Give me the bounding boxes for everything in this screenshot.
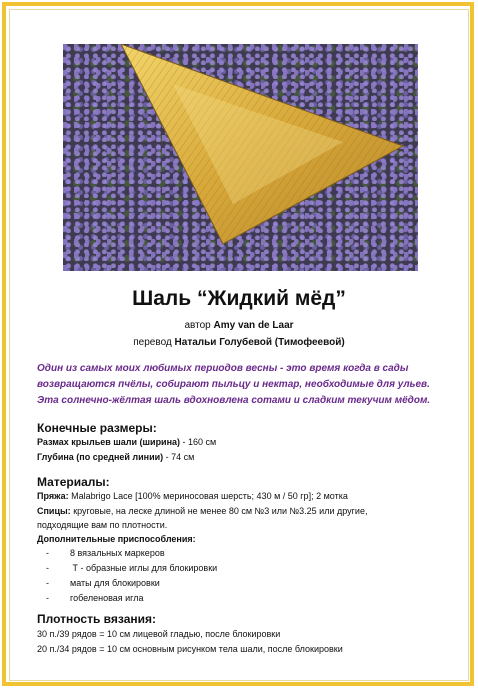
needles-label: Спицы:: [37, 506, 71, 516]
author-name: Amy van de Laar: [213, 320, 294, 331]
list-item: [46, 548, 165, 558]
list-item: [46, 563, 217, 573]
gauge-line: 30 п./39 рядов = 10 см лицевой гладью, после блокировки: [37, 629, 281, 639]
author-line: [0, 320, 478, 331]
list-dash: -: [46, 593, 49, 603]
list-dash: -: [46, 563, 49, 573]
size-label: Глубина (по средней линии): [37, 452, 164, 462]
list-dash: -: [46, 548, 49, 558]
yarn-line: [37, 491, 348, 501]
yarn-label: Пряжа:: [37, 491, 69, 501]
intro-paragraph: [37, 361, 447, 409]
yarn-value: Malabrigo Lace [100% мериносовая шерсть; 430 м / 50 гр]; 2 мотка: [68, 491, 348, 501]
intro-line: Эта солнечно-жёлтая шаль вдохновлена сотами и сладким текучим мёдом.: [37, 395, 431, 406]
gauge-line: 20 п./34 рядов = 10 см основным рисунком тела шали, после блокировки: [37, 644, 343, 654]
list-text: гобеленовая игла: [70, 593, 144, 603]
intro-line: Один из самых моих любимых периодов весны - это время когда в сады: [37, 363, 409, 374]
needles-line: [37, 506, 367, 516]
size-width-line: [37, 437, 216, 447]
sizes-heading: Конечные размеры:: [37, 421, 157, 435]
size-value: - 74 см: [163, 452, 195, 462]
list-dash: -: [46, 578, 49, 588]
intro-line: возвращаются пчёлы, собирают пыльцу и нектар, необходимые для ульев.: [37, 379, 430, 390]
list-text: 8 вязальных маркеров: [70, 548, 165, 558]
needles-value: круговые, на леске длиной не менее 80 см №3 или №3.25 или другие,: [70, 506, 368, 516]
list-item: [46, 578, 160, 588]
author-prefix: автор: [184, 320, 214, 331]
list-text: Т - образные иглы для блокировки: [70, 563, 218, 573]
gauge-heading: Плотность вязания:: [37, 612, 157, 626]
size-label: Размах крыльев шали (ширина): [37, 437, 181, 447]
shawl-photo: [63, 44, 418, 271]
translator-prefix: перевод: [133, 337, 175, 348]
translator-name: Натальи Голубевой (Тимофеевой): [174, 337, 345, 348]
needles-line-2: подходящие вам по плотности.: [37, 520, 168, 530]
list-text: маты для блокировки: [70, 578, 160, 588]
page-title: Шаль “Жидкий мёд”: [132, 287, 346, 310]
extras-heading: Дополнительные приспособления:: [37, 534, 196, 544]
translator-line: [0, 337, 478, 348]
size-depth-line: [37, 452, 194, 462]
size-value: - 160 см: [180, 437, 217, 447]
list-item: [46, 593, 144, 603]
materials-heading: Материалы:: [37, 475, 110, 489]
